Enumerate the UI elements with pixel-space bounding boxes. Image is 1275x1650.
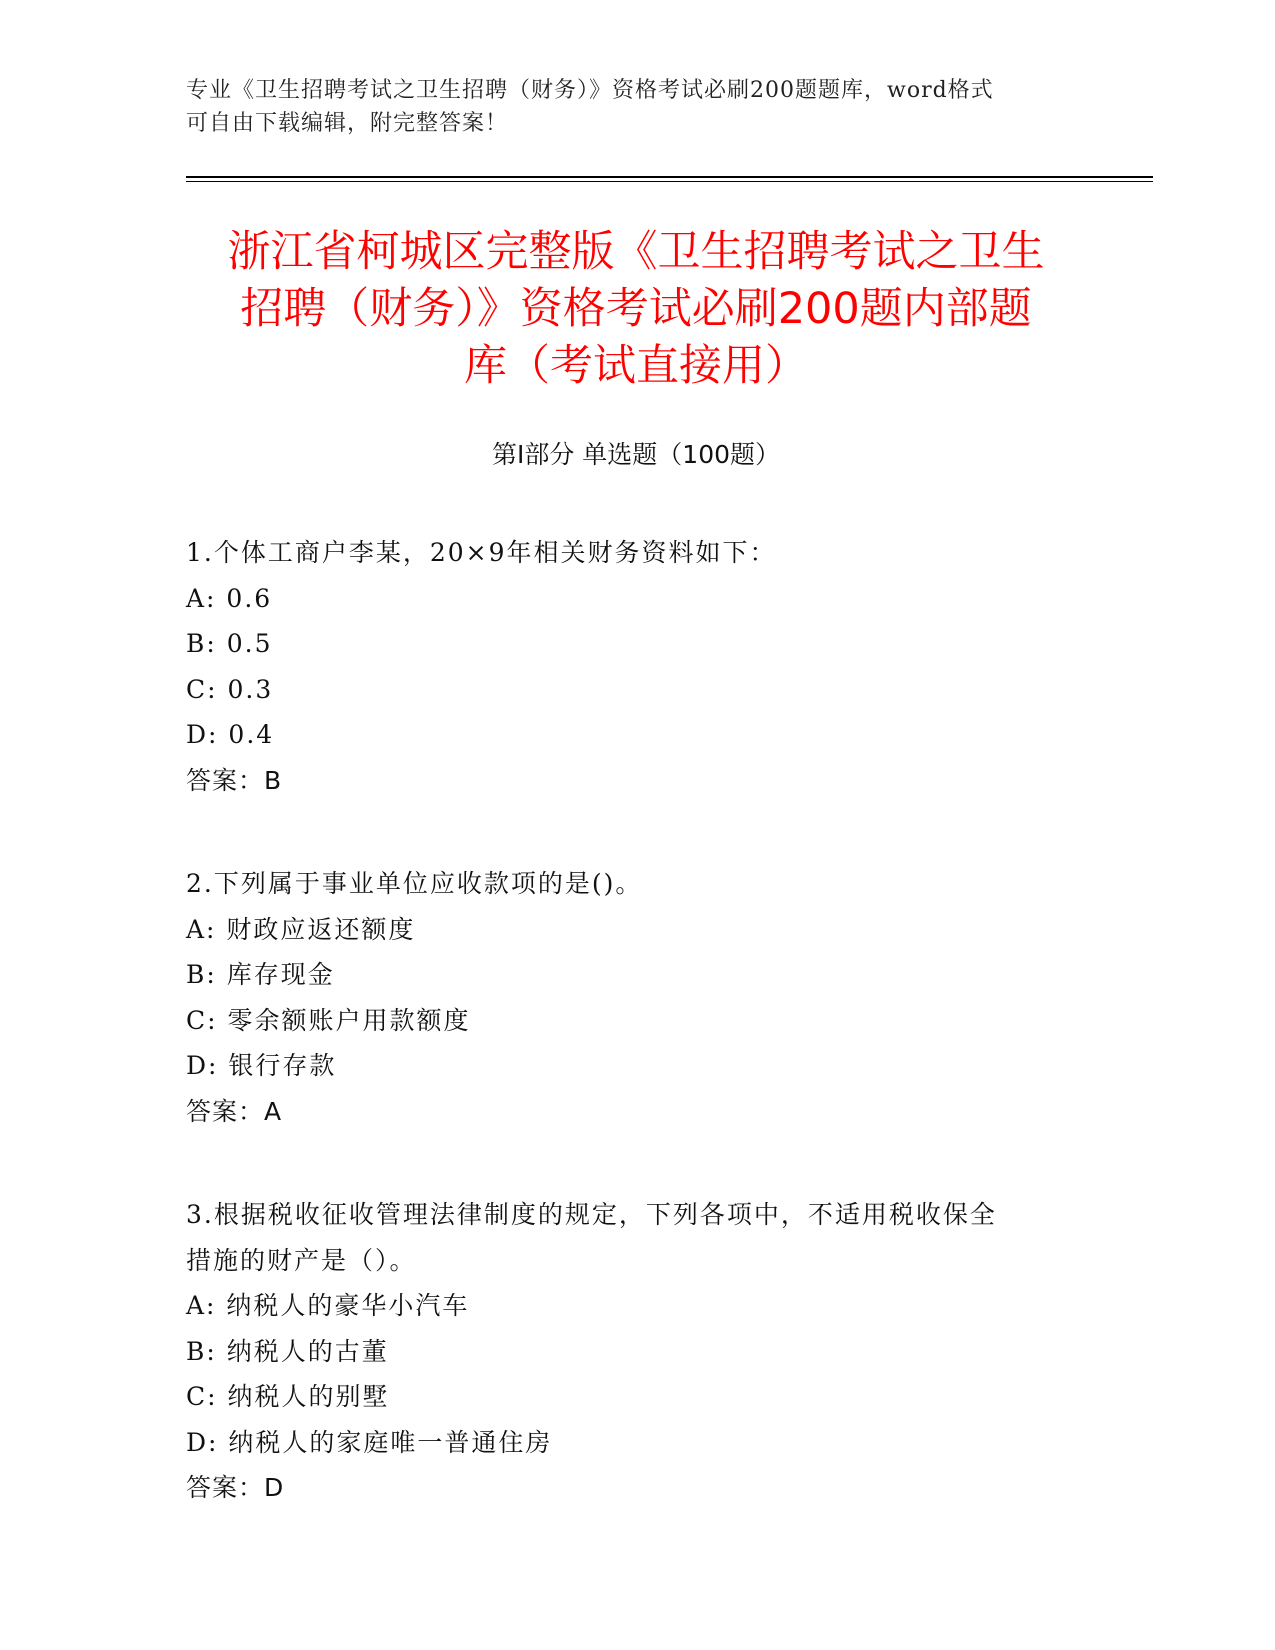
document-title-line-2: 招聘（财务）》资格考试必刷200题内部题 [240,284,1032,334]
answer: 答案：A [186,1096,283,1126]
document-title-line-1: 浙江省柯城区完整版《卫生招聘考试之卫生 [227,227,1045,277]
header-rule-bottom [186,181,1153,182]
question-list [186,530,1066,1569]
header-note-line-1: 专业《卫生招聘考试之卫生招聘（财务）》资格考试必刷200题题库，word格式 [186,78,994,103]
question-stem: 2.下列属于事业单位应收款项的是()。 [186,869,643,898]
option-b: B: 纳税人的古董 [186,1336,389,1366]
option-a: A: 0.6 [186,583,273,613]
option-b: B: 库存现金 [186,960,335,989]
option-c: C: 零余额账户用款额度 [186,1005,471,1035]
answer: 答案：D [186,1473,285,1502]
option-b: B: 0.5 [186,629,273,658]
answer: 答案：B [186,765,283,795]
question-stem-line-2: 措施的财产是（）。 [186,1245,417,1275]
question-stem-line-1: 3.根据税收征收管理法律制度的规定，下列各项中，不适用税收保全 [186,1200,997,1229]
document-title [186,224,1086,395]
section-title: 第Ⅰ部分 单选题（100题） [491,440,781,469]
option-a: A: 财政应返还额度 [186,914,416,944]
option-c: C: 0.3 [186,674,274,704]
option-c: C: 纳税人的别墅 [186,1382,390,1411]
question-2 [186,861,1066,1134]
header-rule-top [186,176,1153,178]
question-3 [186,1192,1066,1511]
header-note [186,74,1066,140]
question-1 [186,530,1066,803]
document-title-line-3: 库（考试直接用） [464,341,808,391]
option-d: D: 纳税人的家庭唯一普通住房 [186,1427,553,1457]
option-d: D: 银行存款 [186,1051,337,1080]
header-note-line-2: 可自由下载编辑，附完整答案！ [186,111,509,136]
option-d: D: 0.4 [186,720,275,749]
option-a: A: 纳税人的豪华小汽车 [186,1291,470,1320]
question-stem: 1.个体工商户李某，20×9年相关财务资料如下： [186,538,777,567]
